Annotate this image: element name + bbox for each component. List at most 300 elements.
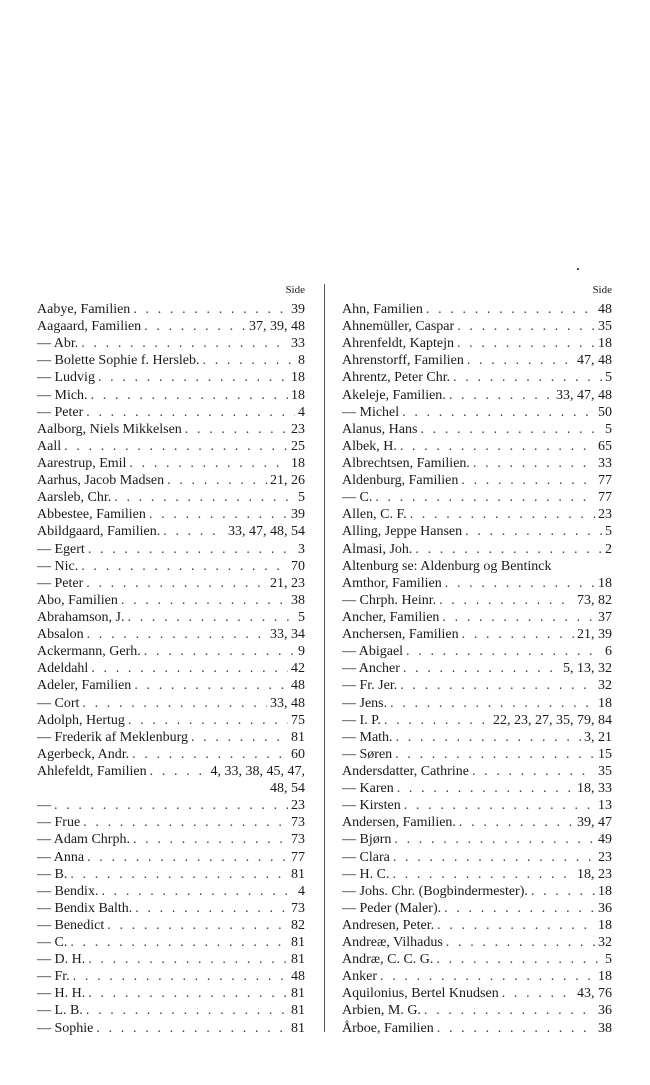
entry-name: Aalborg, Niels Mikkelsen [37, 421, 182, 437]
entry-name: — Johs. Chr. (Bogbindermester). [342, 883, 528, 899]
entry-pages: 32 [598, 678, 612, 694]
entry-name: Aarestrup, Emil [37, 455, 127, 471]
entry-pages: 18 [598, 695, 612, 711]
entry-name: — I. P. [342, 712, 381, 728]
index-entry [342, 301, 612, 318]
dot-leader [454, 318, 595, 335]
entry-name: — Adam Chrph. [37, 832, 130, 848]
index-entry [342, 318, 612, 335]
index-entry [37, 746, 305, 763]
dot-leader [381, 712, 490, 729]
dot-leader [51, 797, 288, 814]
index-entry [37, 814, 305, 831]
index-entry [37, 866, 305, 883]
entry-pages: 4 [298, 883, 305, 899]
index-entry [342, 438, 612, 455]
dot-leader [131, 677, 288, 694]
entry-name: Andersdatter, Cathrine [342, 763, 469, 779]
index-entry [342, 951, 612, 968]
index-entry [342, 934, 612, 951]
dot-leader [421, 1002, 595, 1019]
entry-pages: 22, 23, 27, 35, 79, 84 [493, 712, 612, 728]
dot-leader [469, 763, 595, 780]
dot-leader [389, 866, 574, 883]
index-entry [37, 712, 305, 729]
entry-name: — C. [342, 490, 373, 506]
entry-pages: 18 [598, 883, 612, 899]
entry-pages: 82 [291, 917, 305, 933]
entry-name: — Anna [37, 849, 85, 865]
index-entry [342, 541, 612, 558]
index-entry [37, 849, 305, 866]
entry-name: Andræ, C. C. G. [342, 952, 434, 968]
index-entry [342, 814, 612, 831]
index-entry [342, 780, 612, 797]
entry-name: — B. [37, 866, 68, 882]
entry-pages: 21, 26 [270, 473, 305, 489]
entry-name: — L. B. [37, 1003, 83, 1019]
entry-pages: 5 [605, 370, 612, 386]
dot-leader [118, 592, 288, 609]
index-column-right [342, 284, 612, 1037]
dot-leader [387, 695, 595, 712]
dot-leader [462, 523, 602, 540]
index-entry [342, 609, 612, 626]
dot-leader [88, 387, 288, 404]
entry-name: — D. H. [37, 952, 86, 968]
entry-name: — Peter [37, 575, 84, 591]
entry-pages: 4 [298, 404, 305, 420]
side-heading-right: Side [592, 284, 612, 296]
entry-pages: 48 [291, 969, 305, 985]
entry-pages: 81 [291, 1003, 305, 1019]
index-entry [37, 985, 305, 1002]
entry-pages: 49 [598, 832, 612, 848]
dot-leader [450, 369, 602, 386]
entry-name: Anker [342, 969, 377, 985]
entry-pages: 33 [598, 455, 612, 471]
entry-pages: 18 [598, 575, 612, 591]
dot-leader [104, 917, 288, 934]
index-entry [37, 506, 305, 523]
entry-pages: 50 [598, 404, 612, 420]
entry-pages: 2 [605, 541, 612, 557]
dot-leader [390, 849, 595, 866]
dot-leader [400, 660, 560, 677]
entry-name: Albrechtsen, Familien. [342, 455, 470, 471]
entry-pages: 18 [598, 917, 612, 933]
index-entry [37, 489, 305, 506]
entry-name: — Cort [37, 695, 80, 711]
entry-pages: 39, 47 [577, 815, 612, 831]
index-entry [37, 369, 305, 386]
index-entry [342, 369, 612, 386]
dot-leader [399, 404, 595, 421]
dot-leader [147, 763, 208, 780]
dot-leader [499, 985, 574, 1002]
entry-name: — Ludvig [37, 370, 95, 386]
entry-pages: 47, 48 [577, 353, 612, 369]
entry-pages: 5 [605, 421, 612, 437]
dot-leader [407, 506, 595, 523]
dot-leader [164, 472, 267, 489]
dot-leader [464, 352, 574, 369]
entry-pages: 9 [298, 644, 305, 660]
entry-pages: 4, 33, 38, 45, 47, [210, 763, 305, 779]
entry-name: Andreæ, Vilhadus [342, 935, 443, 951]
index-entry [37, 438, 305, 455]
entry-name: — Bolette Sophie f. Hersleb. [37, 353, 200, 369]
entry-name: — Peder (Maler). [342, 900, 442, 916]
page-speck [577, 268, 579, 270]
entry-pages: 6 [605, 644, 612, 660]
entry-pages: 48 [291, 678, 305, 694]
entry-name: Adeler, Familien [37, 678, 132, 694]
entry-pages: 18 [598, 336, 612, 352]
index-entry [37, 592, 305, 609]
entry-pages: 65 [598, 438, 612, 454]
dot-leader [83, 575, 267, 592]
entry-pages: 21, 39 [577, 627, 612, 643]
entry-pages: 73 [291, 832, 305, 848]
dot-leader [441, 900, 595, 917]
entry-name: — Frederik af Meklenburg [37, 729, 188, 745]
entry-name: Ackermann, Gerh. [37, 644, 141, 660]
entry-pages: 5 [605, 524, 612, 540]
dot-leader [146, 506, 288, 523]
entry-name: Adolph, Hertug [37, 712, 125, 728]
dot-leader [61, 438, 288, 455]
index-entry [342, 849, 612, 866]
index-entry [342, 797, 612, 814]
dot-leader [442, 575, 595, 592]
entry-name: — Søren [342, 746, 393, 762]
dot-leader [436, 592, 574, 609]
dot-leader [412, 541, 602, 558]
dot-leader [434, 1020, 595, 1037]
index-entry [342, 489, 612, 506]
entry-pages: 25 [291, 438, 305, 454]
entry-name: Andersen, Familien. [342, 815, 456, 831]
dot-leader [397, 677, 595, 694]
entry-pages: 81 [291, 935, 305, 951]
entry-name: Ahn, Familien [342, 302, 423, 317]
entry-name: — Michel [342, 404, 400, 420]
entry-pages: 32 [598, 935, 612, 951]
index-entry [37, 301, 305, 318]
dot-leader [83, 404, 295, 421]
index-entry [37, 780, 305, 797]
index-entry [37, 900, 305, 917]
entry-name: — Sophie [37, 1020, 94, 1036]
dot-leader [188, 729, 288, 746]
entry-pages: 3 [298, 541, 305, 557]
dot-leader [95, 369, 288, 386]
entry-pages: 48 [598, 302, 612, 317]
entry-name: Aarsleb, Chr. [37, 490, 112, 506]
entry-name: Ahnemüller, Caspar [342, 319, 455, 335]
dot-leader [160, 523, 225, 540]
entry-name: Allen, C. F. [342, 507, 407, 523]
index-entry [37, 541, 305, 558]
dot-leader [446, 387, 553, 404]
dot-leader [423, 301, 595, 318]
entry-pages: 77 [598, 473, 612, 489]
entry-pages: 23 [291, 798, 305, 814]
index-entry [37, 677, 305, 694]
dot-leader [70, 968, 288, 985]
entry-name: — Ancher [342, 661, 400, 677]
entry-name: Alanus, Hans [342, 421, 418, 437]
entry-pages: 36 [598, 1003, 612, 1019]
index-entry [342, 523, 612, 540]
entry-name: — Frue [37, 815, 81, 831]
entry-name: — Bendix. [37, 883, 99, 899]
index-entry [342, 1020, 612, 1037]
index-entry [37, 523, 305, 540]
entry-pages: 33, 48 [270, 695, 305, 711]
entry-name: — Chrph. Heinr. [342, 592, 437, 608]
entry-name: — Peter [37, 404, 84, 420]
entry-pages: 33 [291, 336, 305, 352]
entry-pages: 33, 34 [270, 627, 305, 643]
index-entry [342, 883, 612, 900]
entry-name: Arbien, M. G. [342, 1003, 421, 1019]
entry-pages: 81 [291, 1020, 305, 1036]
entry-name: Abbestee, Familien [37, 507, 146, 523]
entry-pages: 18 [291, 455, 305, 471]
index-entry [342, 421, 612, 438]
dot-leader [439, 609, 595, 626]
dot-leader [130, 831, 288, 848]
entry-name: — Karen [342, 781, 394, 797]
dot-leader [528, 883, 595, 900]
index-entry [37, 917, 305, 934]
dot-leader [84, 626, 267, 643]
entry-name: Abildgaard, Familien. [37, 524, 161, 540]
entry-name: — Clara [342, 849, 390, 865]
dot-leader [397, 438, 595, 455]
entry-pages: 18 [598, 969, 612, 985]
entry-name: Abo, Familien [37, 592, 118, 608]
entry-name: — Egert [37, 541, 85, 557]
entry-name: — C. [37, 935, 68, 951]
index-entry [342, 729, 612, 746]
dot-leader [85, 985, 288, 1002]
entry-name: Aldenburg, Familien [342, 473, 459, 489]
entry-pages: 23 [291, 421, 305, 437]
dot-leader [85, 951, 288, 968]
index-entry [37, 558, 305, 575]
index-entry [342, 746, 612, 763]
entry-name: Andresen, Peter. [342, 917, 435, 933]
entry-pages: 13 [598, 798, 612, 814]
dot-leader [125, 712, 288, 729]
entry-pages: 81 [291, 729, 305, 745]
index-entry [342, 506, 612, 523]
index-entry [342, 404, 612, 421]
index-entry [342, 985, 612, 1002]
entry-name: Adeldahl [37, 661, 89, 677]
dot-leader [98, 883, 295, 900]
index-entry [37, 455, 305, 472]
entry-pages: 70 [291, 558, 305, 574]
index-entry [37, 609, 305, 626]
entry-name: Aarhus, Jacob Madsen [37, 473, 165, 489]
entry-pages: 38 [291, 592, 305, 608]
dot-leader [417, 421, 602, 438]
index-entry [37, 421, 305, 438]
dot-leader [141, 643, 295, 660]
entry-pages: 73, 82 [577, 592, 612, 608]
entry-pages: 18, 33 [577, 781, 612, 797]
entry-pages [609, 558, 612, 575]
index-entry [342, 352, 612, 369]
entry-pages: 18, 23 [577, 866, 612, 882]
entry-name: — Abigael [342, 644, 404, 660]
entry-pages: 23 [598, 507, 612, 523]
index-entry [342, 917, 612, 934]
index-entry [37, 695, 305, 712]
entry-name: — [37, 798, 51, 814]
entry-name: — Bjørn [342, 832, 392, 848]
entry-pages: 81 [291, 952, 305, 968]
dot-leader [391, 831, 595, 848]
entry-pages: 39 [291, 507, 305, 523]
index-entry [342, 695, 612, 712]
index-entry [37, 626, 305, 643]
entry-pages: 33, 47, 48 [556, 387, 612, 403]
index-entry [37, 1020, 305, 1037]
index-column-left [37, 284, 305, 1037]
index-entry [342, 575, 612, 592]
entry-name: — Math. [342, 729, 393, 745]
dot-leader [393, 729, 581, 746]
dot-leader [85, 541, 295, 558]
entry-pages: 37 [598, 609, 612, 625]
entry-name: Amthor, Familien [342, 575, 442, 591]
index-entry [342, 558, 612, 575]
dot-leader [79, 695, 267, 712]
index-entry [342, 643, 612, 660]
dot-leader [470, 455, 595, 472]
index-entry [342, 712, 612, 729]
entry-name: — Benedict [37, 917, 105, 933]
index-entry [342, 1002, 612, 1019]
dot-leader [372, 489, 595, 506]
dot-leader [80, 814, 288, 831]
entry-name: — H. H. [37, 986, 86, 1002]
entry-name: Aabye, Familien [37, 302, 131, 317]
entry-name: — Abr. [37, 336, 79, 352]
index-entry [37, 387, 305, 404]
entry-pages: 48, 54 [270, 781, 305, 797]
entry-pages: 15 [598, 746, 612, 762]
dot-leader [454, 335, 595, 352]
entry-name: — Bendix Balth. [37, 900, 133, 916]
entry-pages: 3, 21 [584, 729, 612, 745]
dot-leader [394, 780, 574, 797]
entry-name: Alling, Jeppe Hansen [342, 524, 463, 540]
index-entry [342, 900, 612, 917]
entry-pages: 18 [291, 387, 305, 403]
index-entry [342, 626, 612, 643]
entry-pages: 75 [291, 712, 305, 728]
entry-name: Anchersen, Familien [342, 627, 459, 643]
index-entry [37, 729, 305, 746]
entry-pages: 39 [291, 302, 305, 317]
entry-name: — H. C. [342, 866, 390, 882]
entry-name: Ahrenfeldt, Kaptejn [342, 336, 454, 352]
dot-leader [401, 797, 595, 814]
dot-leader [84, 849, 288, 866]
index-entry [37, 934, 305, 951]
dot-leader [459, 626, 574, 643]
dot-leader [83, 1002, 288, 1019]
index-entry [342, 472, 612, 489]
index-entry [37, 951, 305, 968]
entry-pages: 8 [298, 353, 305, 369]
dot-leader [141, 318, 246, 335]
entry-name: — Jens. [342, 695, 388, 711]
index-entry [342, 831, 612, 848]
entry-name: Agerbeck, Andr. [37, 746, 130, 762]
entry-pages: 5 [298, 490, 305, 506]
dot-leader [377, 968, 595, 985]
entry-name: Absalon [37, 627, 84, 643]
index-entry [37, 643, 305, 660]
dot-leader [67, 934, 288, 951]
entry-pages: 21, 23 [270, 575, 305, 591]
entry-pages: 37, 39, 48 [249, 319, 305, 335]
entry-name: Årboe, Familien [342, 1020, 434, 1036]
entry-name: Ahrentz, Peter Chr. [342, 370, 451, 386]
dot-leader [125, 609, 296, 626]
dot-leader [111, 489, 295, 506]
dot-leader [182, 421, 288, 438]
entry-pages: 38 [598, 1020, 612, 1036]
dot-leader [200, 352, 295, 369]
entry-pages: 73 [291, 815, 305, 831]
entry-name: Altenburg se: Aldenburg og Bentinck [342, 558, 552, 574]
index-entry [37, 318, 305, 335]
index-entry [37, 797, 305, 814]
index-entry [37, 883, 305, 900]
entry-pages: 60 [291, 746, 305, 762]
index-entry [37, 968, 305, 985]
entry-pages: 33, 47, 48, 54 [228, 524, 305, 540]
dot-leader [78, 335, 288, 352]
entry-name: Ahrenstorff, Familien [342, 353, 464, 369]
entry-pages: 73 [291, 900, 305, 916]
dot-leader [126, 455, 288, 472]
index-entry [37, 404, 305, 421]
entry-name: — Mich. [37, 387, 88, 403]
entry-name: Almasi, Joh. [342, 541, 413, 557]
dot-leader [443, 934, 595, 951]
entry-pages: 18 [291, 370, 305, 386]
entry-name: — Nic. [37, 558, 79, 574]
dot-leader [403, 643, 602, 660]
index-entry [342, 335, 612, 352]
index-entry [37, 335, 305, 352]
entry-pages: 36 [598, 900, 612, 916]
index-entry [37, 660, 305, 677]
entry-name: Aagaard, Familien [37, 319, 142, 335]
entry-pages: 5 [298, 609, 305, 625]
dot-leader [434, 917, 595, 934]
entry-pages: 35 [598, 319, 612, 335]
